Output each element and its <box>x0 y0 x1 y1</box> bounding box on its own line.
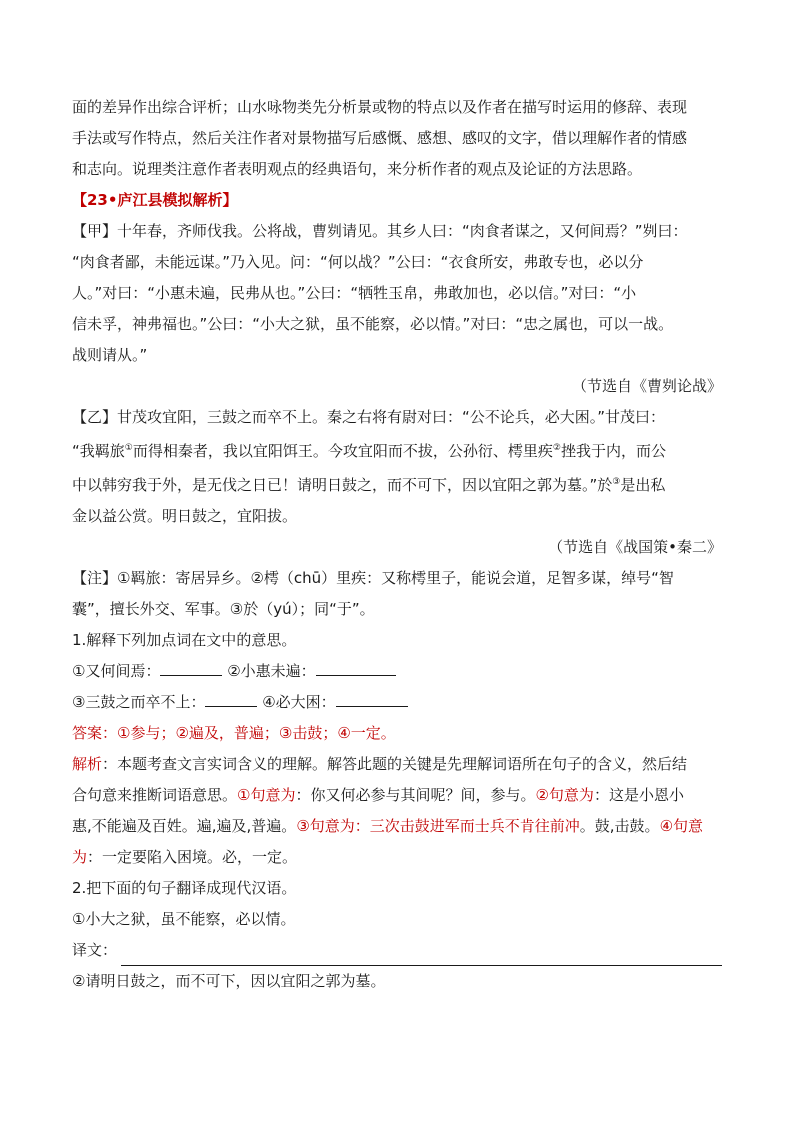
section-title: 【23•庐江县模拟解析】 <box>72 191 238 209</box>
q1-row-2 <box>72 687 722 718</box>
q2-item-2: ②请明日鼓之，而不可下，因以宜阳之郭为墓。 <box>72 972 386 990</box>
q1-analysis-line-1: 解析：本题考查文言实词含义的理解。解答此题的关键是先理解词语所在句子的含义，然后结 <box>72 755 688 773</box>
q1-answer: 答案：①参与；②遍及，普遍；③击鼓；④一定。 <box>72 724 396 742</box>
translation-line[interactable] <box>121 943 722 966</box>
translation-row <box>72 935 722 966</box>
q1-analysis-line-3: 惠,不能遍及百姓。遍,遍及,普遍。③句意为：三次击鼓进军而士兵不肯往前冲。鼓,击鼓。④句意 <box>72 817 704 835</box>
q1-item-3: ③三鼓之而卒不上： <box>72 693 206 711</box>
yi-line-4: 金以益公赏。明日鼓之，宜阳拔。 <box>72 507 298 525</box>
jia-line-5: 战则请从。” <box>72 346 148 364</box>
jia-line-3: 人。”对曰：“小惠未遍，民弗从也。”公曰：“牺牲玉帛，弗敢加也，必以信。”对曰：“小 <box>72 284 637 302</box>
yi-line-2: “我羁旅①而得相秦者，我以宜阳饵王。今攻宜阳而不拔，公孙衍、樗里疾②挫我于内，而公 <box>72 442 666 460</box>
q1-analysis-line-4: 为：一定要陷入困境。必，一定。 <box>72 848 298 866</box>
q1-item-4: ④必大困： <box>262 693 336 711</box>
jia-source: （节选自《曹刿论战》 <box>571 377 722 395</box>
q1-item-1: ①又何间焉： <box>72 662 161 680</box>
intro-line-3: 和志向。说理类注意作者表明观点的经典语句，来分析作者的观点及论证的方法思路。 <box>72 160 643 178</box>
note-line-1: 【注】①羁旅：寄居异乡。②樗（chū）里疾：又称樗里子，能说会道，足智多谋，绰号“智 <box>72 569 674 587</box>
translation-label: 译文： <box>72 941 118 959</box>
q2-title: 2.把下面的句子翻译成现代汉语。 <box>72 879 297 897</box>
q1-title: 1.解释下列加点词在文中的意思。 <box>72 631 297 649</box>
note-line-2: 囊”，擅长外交、军事。③於（yú）；同“于”。 <box>72 600 375 618</box>
jia-line-4: 信未孚，神弗福也。”公曰：“小大之狱，虽不能察，必以情。”对曰：“忠之属也，可以一战。 <box>72 315 674 333</box>
jia-line-1: 【甲】十年春，齐师伐我。公将战，曹刿请见。其乡人曰：“肉食者谋之，又何间焉？”刿曰： <box>72 222 688 240</box>
yi-line-3: 中以韩穷我于外，是无伐之日已！请明日鼓之，而不可下，因以宜阳之郭为墓。”於③是出私 <box>72 476 666 494</box>
answer-blank-1[interactable] <box>160 659 222 676</box>
answer-blank-4[interactable] <box>336 690 408 707</box>
answer-blank-3[interactable] <box>205 690 257 707</box>
intro-line-2: 手法或写作特点，然后关注作者对景物描写后感慨、感想、感叹的文字，借以理解作者的情感 <box>72 129 688 147</box>
q1-row-1 <box>72 656 722 687</box>
document-page <box>72 92 722 997</box>
q2-item-1: ①小大之狱，虽不能察，必以情。 <box>72 910 296 928</box>
intro-line-1: 面的差异作出综合评析；山水咏物类先分析景或物的特点以及作者在描写时运用的修辞、表现 <box>72 98 688 116</box>
jia-line-2: “肉食者鄙，未能远谋。”乃入见。问：“何以战？”公曰：“衣食所安，弗敢专也，必以分 <box>72 253 644 271</box>
q1-analysis-line-2: 合句意来推断词语意思。①句意为：你又何必参与其间呢？间，参与。②句意为：这是小恩小 <box>72 786 684 804</box>
answer-blank-2[interactable] <box>316 659 396 676</box>
q1-item-2: ②小惠未遍： <box>227 662 316 680</box>
yi-source: （节选自《战国策•秦二》 <box>548 538 722 556</box>
yi-line-1: 【乙】甘茂攻宜阳，三鼓之而卒不上。秦之右将有尉对曰：“公不论兵，必大困。”甘茂曰： <box>72 408 666 426</box>
